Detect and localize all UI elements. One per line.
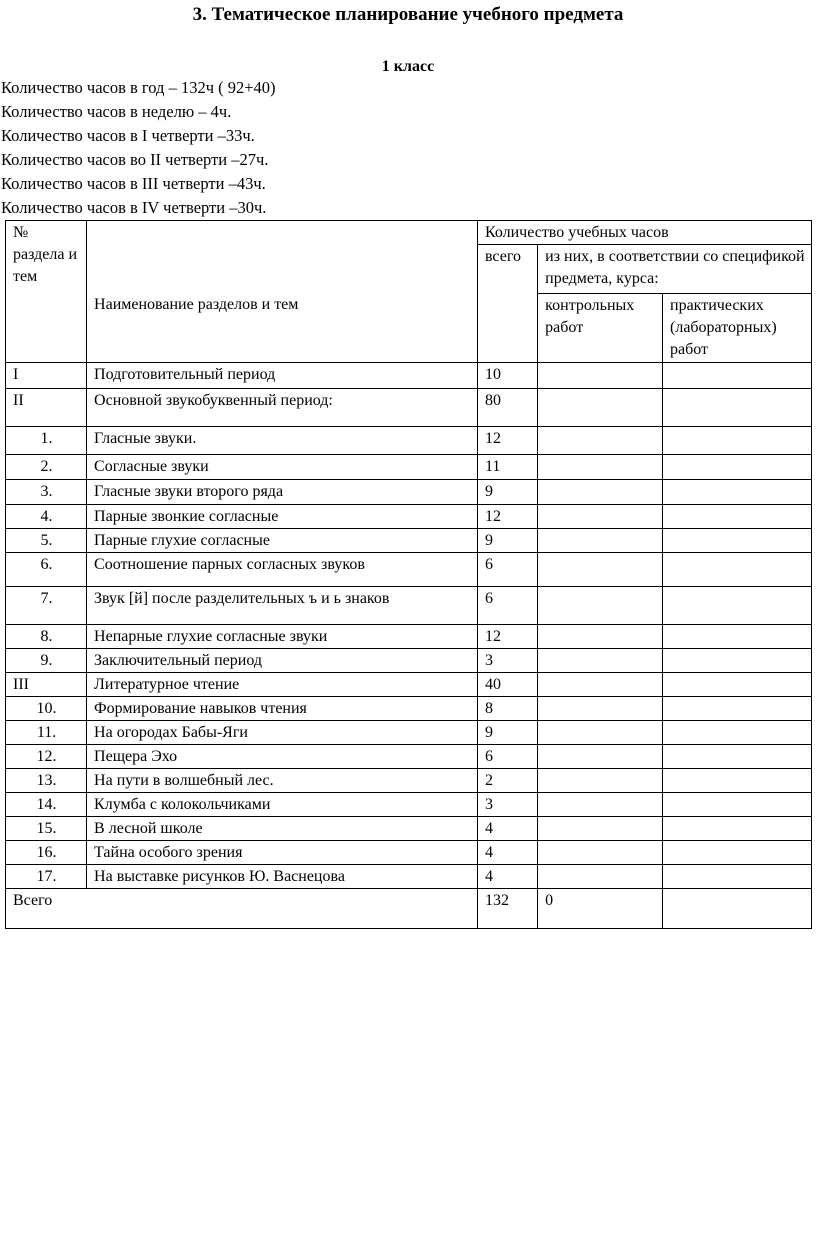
footer-control: 0: [538, 889, 663, 929]
row-control: [538, 793, 663, 817]
row-number: 12.: [6, 745, 87, 769]
row-name: Клумба с колокольчиками: [87, 793, 478, 817]
row-total: 6: [477, 587, 537, 625]
table-row: [6, 817, 812, 841]
header-total: всего: [477, 245, 537, 363]
row-control: [538, 649, 663, 673]
row-total: 80: [477, 389, 537, 427]
table-row: [6, 363, 812, 389]
header-control: контрольных работ: [538, 294, 663, 363]
info-line-q1: Количество часов в I четверти –33ч.: [1, 126, 255, 145]
table-row: [6, 865, 812, 889]
row-practical: [663, 625, 812, 649]
row-practical: [663, 587, 812, 625]
row-name: Соотношение парных согласных звуков: [87, 553, 478, 587]
row-practical: [663, 427, 812, 455]
row-practical: [663, 505, 812, 529]
row-name: Звук [й] после разделительных ъ и ь знаков: [87, 587, 478, 625]
info-line-q2: Количество часов во II четверти –27ч.: [1, 150, 269, 169]
row-control: [538, 673, 663, 697]
table-row: [6, 841, 812, 865]
row-number: 2.: [6, 455, 87, 480]
table-row: [6, 455, 812, 480]
table-row: [6, 793, 812, 817]
table-header-row-1: [6, 221, 812, 245]
row-total: 4: [477, 865, 537, 889]
footer-total: 132: [477, 889, 537, 929]
row-name: Непарные глухие согласные звуки: [87, 625, 478, 649]
hours-info-list: [1, 76, 276, 220]
table-row: [6, 529, 812, 553]
table-footer-row: [6, 889, 812, 929]
row-total: 9: [477, 480, 537, 505]
row-control: [538, 480, 663, 505]
row-total: 4: [477, 841, 537, 865]
row-practical: [663, 865, 812, 889]
row-control: [538, 389, 663, 427]
row-number: 4.: [6, 505, 87, 529]
row-control: [538, 363, 663, 389]
row-practical: [663, 673, 812, 697]
table-row: [6, 769, 812, 793]
table-row: [6, 649, 812, 673]
row-control: [538, 817, 663, 841]
header-practical: практических (лабораторных) работ: [663, 294, 812, 363]
table-row: [6, 697, 812, 721]
table-row: [6, 553, 812, 587]
row-name: Формирование навыков чтения: [87, 697, 478, 721]
row-control: [538, 553, 663, 587]
row-number: 16.: [6, 841, 87, 865]
row-number: 15.: [6, 817, 87, 841]
row-control: [538, 455, 663, 480]
row-name: На пути в волшебный лес.: [87, 769, 478, 793]
row-control: [538, 865, 663, 889]
table-row: [6, 673, 812, 697]
row-total: 3: [477, 649, 537, 673]
row-total: 9: [477, 529, 537, 553]
row-total: 10: [477, 363, 537, 389]
header-section-no: № раздела и тем: [6, 221, 87, 363]
row-name: Парные глухие согласные: [87, 529, 478, 553]
row-number: 11.: [6, 721, 87, 745]
row-control: [538, 697, 663, 721]
row-practical: [663, 553, 812, 587]
row-total: 8: [477, 697, 537, 721]
row-total: 12: [477, 505, 537, 529]
row-control: [538, 841, 663, 865]
header-name: Наименование разделов и тем: [87, 221, 478, 363]
table-row: [6, 505, 812, 529]
row-number: 1.: [6, 427, 87, 455]
row-name: Пещера Эхо: [87, 745, 478, 769]
row-total: 6: [477, 745, 537, 769]
row-control: [538, 721, 663, 745]
row-control: [538, 769, 663, 793]
row-practical: [663, 841, 812, 865]
row-total: 11: [477, 455, 537, 480]
row-name: Литературное чтение: [87, 673, 478, 697]
row-practical: [663, 649, 812, 673]
row-name: Тайна особого зрения: [87, 841, 478, 865]
row-total: 9: [477, 721, 537, 745]
row-practical: [663, 363, 812, 389]
row-control: [538, 505, 663, 529]
row-control: [538, 529, 663, 553]
row-practical: [663, 529, 812, 553]
row-name: В лесной школе: [87, 817, 478, 841]
info-line-yearly: Количество часов в год – 132ч ( 92+40): [1, 78, 276, 97]
row-practical: [663, 455, 812, 480]
thematic-plan-table: [5, 220, 812, 929]
row-total: 12: [477, 625, 537, 649]
info-line-q3: Количество часов в III четверти –43ч.: [1, 174, 266, 193]
row-practical: [663, 793, 812, 817]
row-number: 14.: [6, 793, 87, 817]
row-name: Подготовительный период: [87, 363, 478, 389]
header-specific: из них, в соответствии со спецификой предмета, курса:: [538, 245, 812, 294]
row-name: Парные звонкие согласные: [87, 505, 478, 529]
row-total: 3: [477, 793, 537, 817]
row-control: [538, 587, 663, 625]
row-name: Гласные звуки второго ряда: [87, 480, 478, 505]
row-total: 6: [477, 553, 537, 587]
row-control: [538, 625, 663, 649]
grade-heading: 1 класс: [381, 58, 435, 75]
table-row: [6, 389, 812, 427]
table-row: [6, 745, 812, 769]
row-control: [538, 427, 663, 455]
row-number: 13.: [6, 769, 87, 793]
row-total: 2: [477, 769, 537, 793]
row-total: 40: [477, 673, 537, 697]
row-number: 3.: [6, 480, 87, 505]
row-total: 4: [477, 817, 537, 841]
row-number: 5.: [6, 529, 87, 553]
row-number: 17.: [6, 865, 87, 889]
row-number: 6.: [6, 553, 87, 587]
table-row: [6, 721, 812, 745]
row-practical: [663, 480, 812, 505]
table-row: [6, 587, 812, 625]
row-practical: [663, 745, 812, 769]
info-line-weekly: Количество часов в неделю – 4ч.: [1, 102, 232, 121]
row-control: [538, 745, 663, 769]
row-practical: [663, 721, 812, 745]
row-name: Гласные звуки.: [87, 427, 478, 455]
page-title: 3. Тематическое планирование учебного предмета: [192, 4, 624, 25]
row-practical: [663, 389, 812, 427]
row-total: 12: [477, 427, 537, 455]
row-number: 10.: [6, 697, 87, 721]
row-practical: [663, 817, 812, 841]
table-row: [6, 625, 812, 649]
footer-practical: [663, 889, 812, 929]
row-name: Согласные звуки: [87, 455, 478, 480]
row-number: I: [6, 363, 87, 389]
info-line-q4: Количество часов в IV четверти –30ч.: [1, 198, 267, 217]
footer-label: Всего: [6, 889, 478, 929]
row-number: II: [6, 389, 87, 427]
row-practical: [663, 769, 812, 793]
row-number: III: [6, 673, 87, 697]
table-row: [6, 480, 812, 505]
row-number: 9.: [6, 649, 87, 673]
row-number: 7.: [6, 587, 87, 625]
table-row: [6, 427, 812, 455]
row-name: На огородах Бабы-Яги: [87, 721, 478, 745]
row-name: На выставке рисунков Ю. Васнецова: [87, 865, 478, 889]
row-practical: [663, 697, 812, 721]
row-name: Основной звукобуквенный период:: [87, 389, 478, 427]
row-number: 8.: [6, 625, 87, 649]
header-hours: Количество учебных часов: [477, 221, 811, 245]
row-name: Заключительный период: [87, 649, 478, 673]
